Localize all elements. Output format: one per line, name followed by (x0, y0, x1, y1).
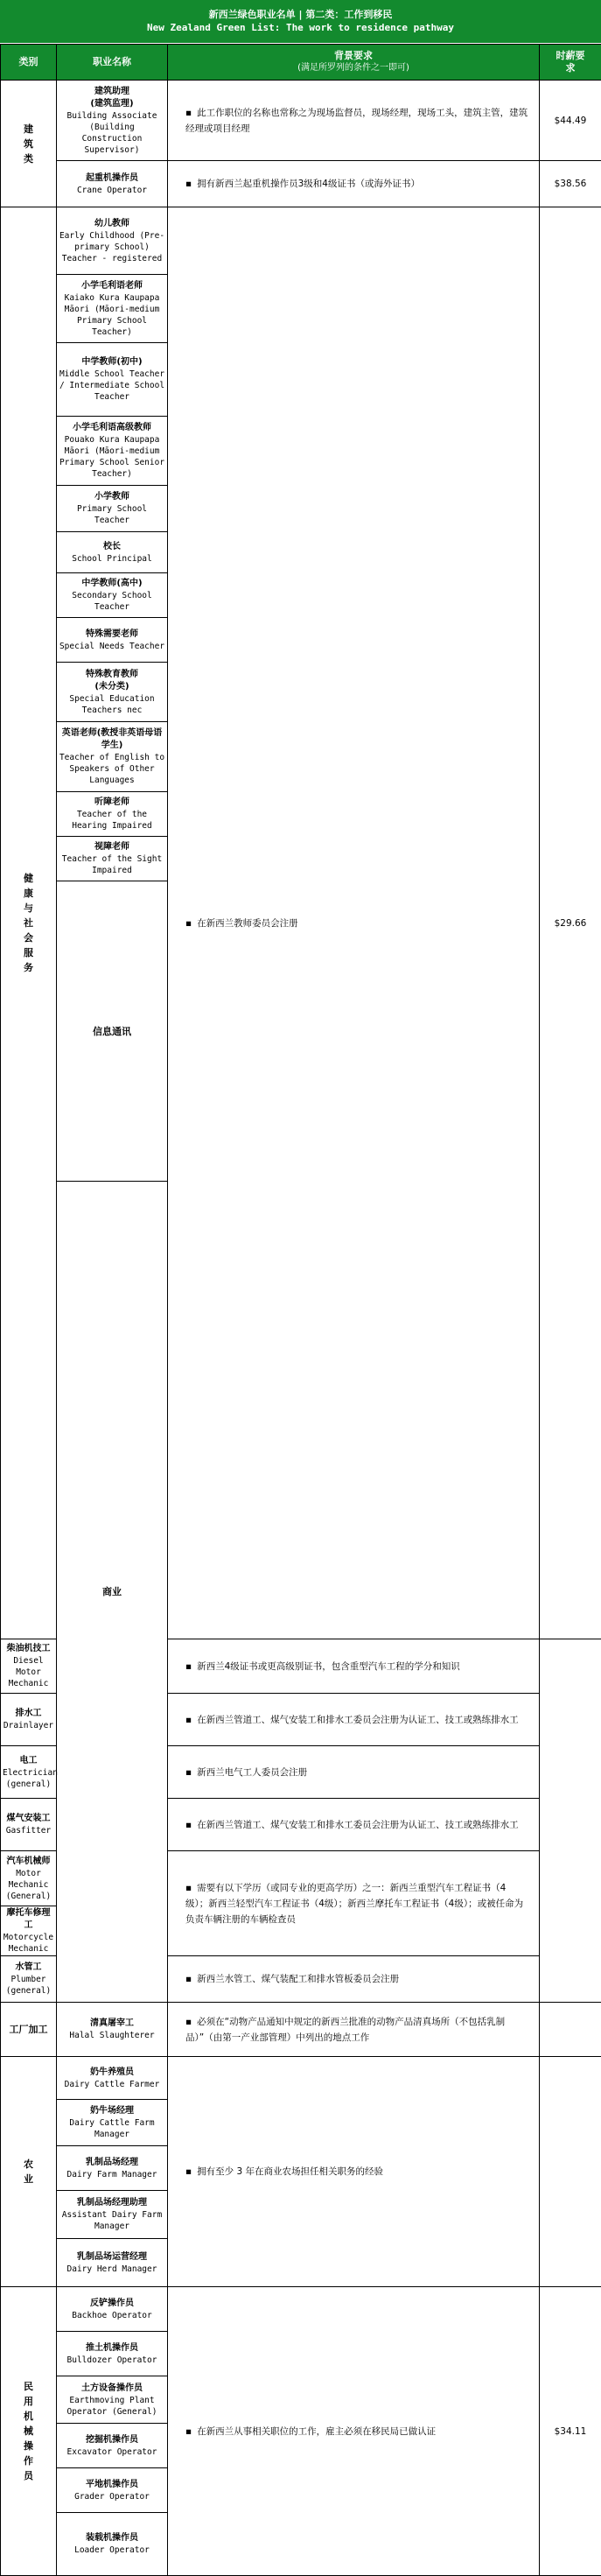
occupation-en: Electrician (general) (3, 1767, 54, 1790)
occupation-zh: 清真屠宰工 (59, 2018, 165, 2030)
bullet-marker: ▪ (185, 1661, 192, 1672)
requirement-text: 在新西兰管道工、煤气安装工和排水工委员会注册为认证工、技工或熟练排水工 (197, 1820, 519, 1830)
occupation-cell (1, 1799, 57, 1851)
occupation-zh: 电工 (3, 1755, 54, 1767)
requirement-cell (168, 1639, 540, 1694)
occupation-cell (57, 722, 168, 792)
occupation-en: Halal Slaughterer (59, 2030, 165, 2041)
occupation-cell (57, 2003, 168, 2057)
occupation-en: Special Needs Teacher (59, 641, 165, 652)
requirement-cell (168, 1799, 540, 1851)
occupation-en: Teacher of the Hearing Impaired (59, 809, 165, 832)
occupation-cell (1, 1746, 57, 1799)
occupation-cell (1, 1694, 57, 1746)
bullet-marker: ▪ (185, 2426, 192, 2437)
occupation-cell (57, 663, 168, 722)
requirement-text: 在新西兰管道工、煤气安装工和排水工委员会注册为认证工、技工或熟练排水工 (197, 1715, 519, 1725)
occupation-cell (57, 2100, 168, 2146)
occupation-en: Special Education Teachers nec (59, 693, 165, 716)
occupation-cell (57, 837, 168, 881)
occupation-zh: 奶牛养殖员 (59, 2067, 165, 2079)
requirement-text: 新西兰4级证书或更高级别证书，包含重型汽车工程的学分和知识 (197, 1661, 460, 1672)
occupation-zh: 起重机操作员 (59, 172, 165, 185)
occupation-zh: 煤气安装工 (3, 1813, 54, 1825)
category-cell: 商业 (57, 1182, 168, 2003)
occupation-en: Primary School Teacher (59, 503, 165, 526)
occupation-en: School Principal (59, 553, 165, 565)
wage-cell: $29.66 (540, 207, 601, 1639)
occupation-en: Dairy Farm Manager (59, 2169, 165, 2180)
requirement-text: 在新西兰从事相关职位的工作，雇主必须在移民局已做认证 (197, 2426, 436, 2437)
header-category: 类别 (1, 45, 57, 81)
bullet-marker: ▪ (185, 1883, 192, 1893)
requirement-cell (168, 1851, 540, 1956)
occupation-zh: 摩托车修理工 (3, 1907, 54, 1932)
occupation-cell (57, 618, 168, 663)
occupation-cell (57, 2057, 168, 2100)
requirement-text: 在新西兰教师委员会注册 (197, 918, 298, 929)
occupation-en: Kaiako Kura Kaupapa Māori (Māori-medium Primary School Teacher) (59, 292, 165, 338)
requirement-text: 新西兰水管工、煤气装配工和排水管板委员会注册 (197, 1974, 399, 1984)
occupation-en: Assistant Dairy Farm Manager (59, 2209, 165, 2232)
category-cell: 建筑类 (1, 81, 57, 207)
requirement-cell (168, 1956, 540, 2003)
document-subtitle: New Zealand Green List: The work to residence pathway (0, 22, 601, 33)
occupation-cell (57, 343, 168, 417)
occupation-table (0, 44, 601, 2576)
occupation-cell (57, 2513, 168, 2576)
occupation-en: Diesel Motor Mechanic (3, 1655, 54, 1689)
bullet-marker: ▪ (185, 1715, 192, 1725)
wage-cell: $34.11 (540, 2287, 601, 2576)
occupation-en: Motor Mechanic (General) (3, 1868, 54, 1902)
occupation-en: Excavator Operator (59, 2446, 165, 2458)
title-banner (0, 0, 601, 43)
occupation-en: Secondary School Teacher (59, 590, 165, 613)
occupation-zh: 挖掘机操作员 (59, 2434, 165, 2446)
table-row (1, 2003, 601, 2057)
occupation-zh: 奶牛场经理 (59, 2105, 165, 2117)
occupation-zh: 幼儿教师 (59, 218, 165, 230)
header-occupation: 职业名称 (57, 45, 168, 81)
occupation-zh: 小学毛利语高级教师 (59, 422, 165, 434)
header-requirement-note: (满足所罗列的条件之一即可) (168, 62, 539, 74)
occupation-en: Plumber (general) (3, 1974, 54, 1997)
occupation-cell (1, 1956, 57, 2003)
occupation-zh: 排水工 (3, 1708, 54, 1720)
occupation-en: Dairy Cattle Farm Manager (59, 2117, 165, 2140)
occupation-zh: 水管工 (3, 1962, 54, 1974)
occupation-cell (57, 532, 168, 573)
occupation-cell (57, 2239, 168, 2287)
requirement-cell (168, 81, 540, 161)
occupation-en: Building Associate (Building Construction Supervisor) (59, 110, 165, 156)
bullet-marker: ▪ (185, 918, 192, 929)
occupation-zh: 小学教师 (59, 491, 165, 503)
occupation-cell (57, 207, 168, 275)
occupation-cell (57, 2287, 168, 2332)
requirement-cell (168, 2287, 540, 2576)
occupation-zh: 平地机操作员 (59, 2479, 165, 2491)
requirement-cell (168, 161, 540, 207)
table-header-row (1, 45, 601, 81)
occupation-cell (57, 417, 168, 486)
table-row (1, 81, 601, 161)
requirement-cell (168, 1746, 540, 1799)
occupation-zh: 视障老师 (59, 841, 165, 853)
occupation-zh: 反铲操作员 (59, 2298, 165, 2310)
requirement-cell (168, 1694, 540, 1746)
occupation-cell (57, 573, 168, 618)
occupation-en: Early Childhood (Pre-primary School) Teacher - registered (59, 230, 165, 264)
occupation-cell (57, 2332, 168, 2376)
occupation-zh: 土方设备操作员 (59, 2383, 165, 2395)
occupation-zh: 建筑助理 (建筑监理) (59, 86, 165, 110)
occupation-cell (57, 792, 168, 837)
header-requirement-title: 背景要求 (168, 50, 539, 62)
occupation-en: Grader Operator (59, 2491, 165, 2502)
occupation-cell (57, 81, 168, 161)
occupation-en: Crane Operator (59, 185, 165, 196)
occupation-cell (1, 1639, 57, 1694)
occupation-en: Backhoe Operator (59, 2310, 165, 2321)
occupation-zh: 小学毛利语老师 (59, 280, 165, 292)
table-row (1, 2057, 601, 2100)
occupation-en: Dairy Herd Manager (59, 2264, 165, 2275)
header-requirement (168, 45, 540, 81)
occupation-zh: 乳制品场经理 (59, 2157, 165, 2169)
occupation-cell (1, 1906, 57, 1956)
occupation-en: Drainlayer (3, 1720, 54, 1731)
occupation-en: Teacher of the Sight Impaired (59, 853, 165, 876)
occupation-zh: 汽车机械师 (3, 1856, 54, 1868)
requirement-text: 拥有至少 3 年在商业农场担任相关职务的经验 (197, 2166, 383, 2177)
occupation-zh: 特殊需要老师 (59, 628, 165, 641)
occupation-zh: 乳制品场经理助理 (59, 2197, 165, 2209)
occupation-zh: 英语老师(教授非英语母语学生) (59, 727, 165, 752)
bullet-marker: ▪ (185, 179, 192, 189)
occupation-zh: 听障老师 (59, 797, 165, 809)
requirement-text: 拥有新西兰起重机操作员3级和4级证书（或海外证书） (197, 179, 420, 189)
occupation-zh: 柴油机技工 (3, 1643, 54, 1655)
occupation-zh: 乳制品场运营经理 (59, 2251, 165, 2264)
occupation-en: Teacher of English to Speakers of Other Languages (59, 752, 165, 786)
bullet-marker: ▪ (185, 2166, 192, 2177)
table-row (1, 2287, 601, 2332)
wage-cell (540, 2003, 601, 2057)
occupation-cell (57, 2468, 168, 2513)
occupation-zh: 装载机操作员 (59, 2532, 165, 2544)
bullet-marker: ▪ (185, 2017, 192, 2027)
occupation-en: Gasfitter (3, 1825, 54, 1836)
wage-cell: $44.49 (540, 81, 601, 161)
occupation-cell (57, 486, 168, 532)
occupation-zh: 中学教师(初中) (59, 356, 165, 369)
category-cell: 农业 (1, 2057, 57, 2287)
occupation-en: Earthmoving Plant Operator (General) (59, 2395, 165, 2418)
occupation-en: Bulldozer Operator (59, 2355, 165, 2366)
wage-cell: $38.56 (540, 161, 601, 207)
header-wage: 时薪要求 (540, 45, 601, 81)
requirement-cell (168, 207, 540, 1639)
document-title: 新西兰绿色职业名单 | 第二类：工作到移民 (0, 7, 601, 21)
occupation-cell (57, 2376, 168, 2424)
requirement-text: 需要有以下学历（或同专业的更高学历）之一：新西兰重型汽车工程证书（4级）；新西兰轻型汽车工程证书（4级）；新西兰摩托车工程证书（4级）；或被任命为负责车辆注册的车辆检查员 (185, 1883, 523, 1925)
occupation-zh: 中学教师(高中) (59, 578, 165, 590)
requirement-text: 此工作职位的名称也常称之为现场监督员，现场经理，现场工头，建筑主管，建筑经理或项目经理 (185, 108, 528, 134)
occupation-en: Motorcycle Mechanic (3, 1932, 54, 1955)
occupation-en: Dairy Cattle Farmer (59, 2079, 165, 2090)
occupation-cell (57, 275, 168, 343)
occupation-zh: 推土机操作员 (59, 2342, 165, 2355)
occupation-cell (1, 1851, 57, 1906)
bullet-marker: ▪ (185, 1767, 192, 1778)
occupation-cell (57, 2424, 168, 2468)
category-cell: 健康与社会服务 (1, 207, 57, 1639)
category-cell: 工厂加工 (1, 2003, 57, 2057)
table-row (1, 161, 601, 207)
occupation-zh: 校长 (59, 541, 165, 553)
occupation-en: Middle School Teacher / Intermediate School Teacher (59, 369, 165, 403)
category-cell: 民用机械操作员 (1, 2287, 57, 2576)
requirement-cell (168, 2057, 540, 2287)
category-cell: 信息通讯 (57, 881, 168, 1182)
bullet-marker: ▪ (185, 1820, 192, 1830)
occupation-zh: 特殊教育教师 (未分类) (59, 669, 165, 693)
requirement-text: 必须在“动物产品通知中规定的新西兰批准的动物产品清真场所（不包括乳制品）”（由第一产业部管理）中列出的地点工作 (185, 2017, 505, 2043)
bullet-marker: ▪ (185, 1974, 192, 1984)
requirement-text: 新西兰电气工人委员会注册 (197, 1767, 307, 1778)
occupation-cell (57, 161, 168, 207)
occupation-en: Pouako Kura Kaupapa Māori (Māori-medium Primary School Senior Teacher) (59, 434, 165, 480)
bullet-marker: ▪ (185, 108, 192, 118)
occupation-en: Loader Operator (59, 2544, 165, 2556)
requirement-cell (168, 2003, 540, 2057)
occupation-cell (57, 2146, 168, 2191)
occupation-cell (57, 2191, 168, 2239)
wage-cell (540, 2057, 601, 2287)
table-row (1, 207, 601, 275)
